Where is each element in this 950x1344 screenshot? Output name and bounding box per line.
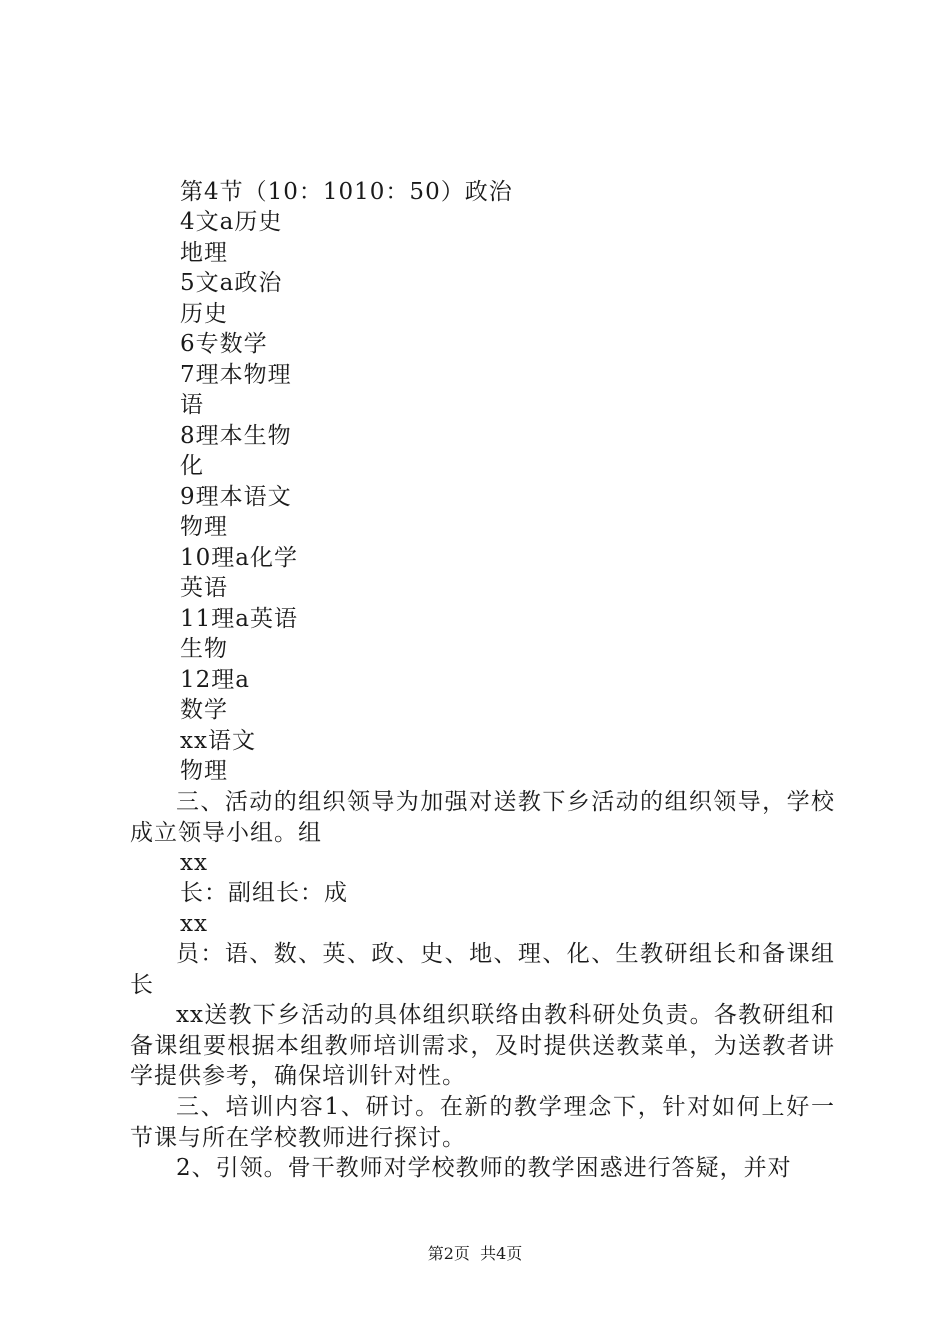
schedule-line: 6专数学 bbox=[180, 331, 268, 357]
schedule-line: 7理本物理 bbox=[180, 362, 292, 388]
schedule-line: 9理本语文 bbox=[180, 484, 292, 510]
schedule-line: 数学 bbox=[180, 697, 228, 723]
schedule-line: 物理 bbox=[180, 758, 228, 784]
schedule-line: 8理本生物 bbox=[180, 423, 292, 449]
item2-paragraph: 2、引领。骨干教师对学校教师的教学困惑进行答疑，并对 bbox=[176, 1155, 792, 1181]
schedule-line: 英语 bbox=[180, 575, 228, 601]
schedule-line: 物理 bbox=[180, 514, 228, 540]
schedule-line: 语 bbox=[180, 392, 204, 418]
schedule-line: 12理a bbox=[180, 667, 250, 693]
section-org-paragraph: 三、活动的组织领导为加强对送教下乡活动的组织领导，学校成立领导小组。组 bbox=[130, 789, 835, 846]
training-paragraph: 三、培训内容1、研讨。在新的教学理念下，针对如何上好一节课与所在学校教师进行探讨。 bbox=[130, 1094, 835, 1151]
schedule-line: 5文a政治 bbox=[180, 270, 283, 296]
page-footer: 第2页 共4页 bbox=[427, 1244, 523, 1263]
schedule-line: 化 bbox=[180, 453, 204, 479]
schedule-line: 地理 bbox=[180, 240, 228, 266]
schedule-line: 11理a英语 bbox=[180, 606, 298, 632]
schedule-line: 第4节（10：1010：50）政治 bbox=[180, 179, 513, 205]
org-line: xx bbox=[180, 850, 208, 876]
schedule-line: 生物 bbox=[180, 636, 228, 662]
org-line: xx bbox=[180, 911, 208, 937]
schedule-line: 10理a化学 bbox=[180, 545, 298, 571]
members-paragraph: 员：语、数、英、政、史、地、理、化、生教研组长和备课组长 bbox=[130, 941, 835, 998]
responsibility-paragraph: xx送教下乡活动的具体组织联络由教科研处负责。各教研组和备课组要根据本组教师培训需求，及时提供送教菜单，为送教者讲学提供参考，确保培训针对性。 bbox=[130, 1002, 835, 1089]
schedule-line: 历史 bbox=[180, 301, 228, 327]
schedule-line: 4文a历史 bbox=[180, 209, 283, 235]
org-line: 长：副组长：成 bbox=[180, 880, 348, 906]
schedule-line: xx语文 bbox=[180, 728, 256, 754]
